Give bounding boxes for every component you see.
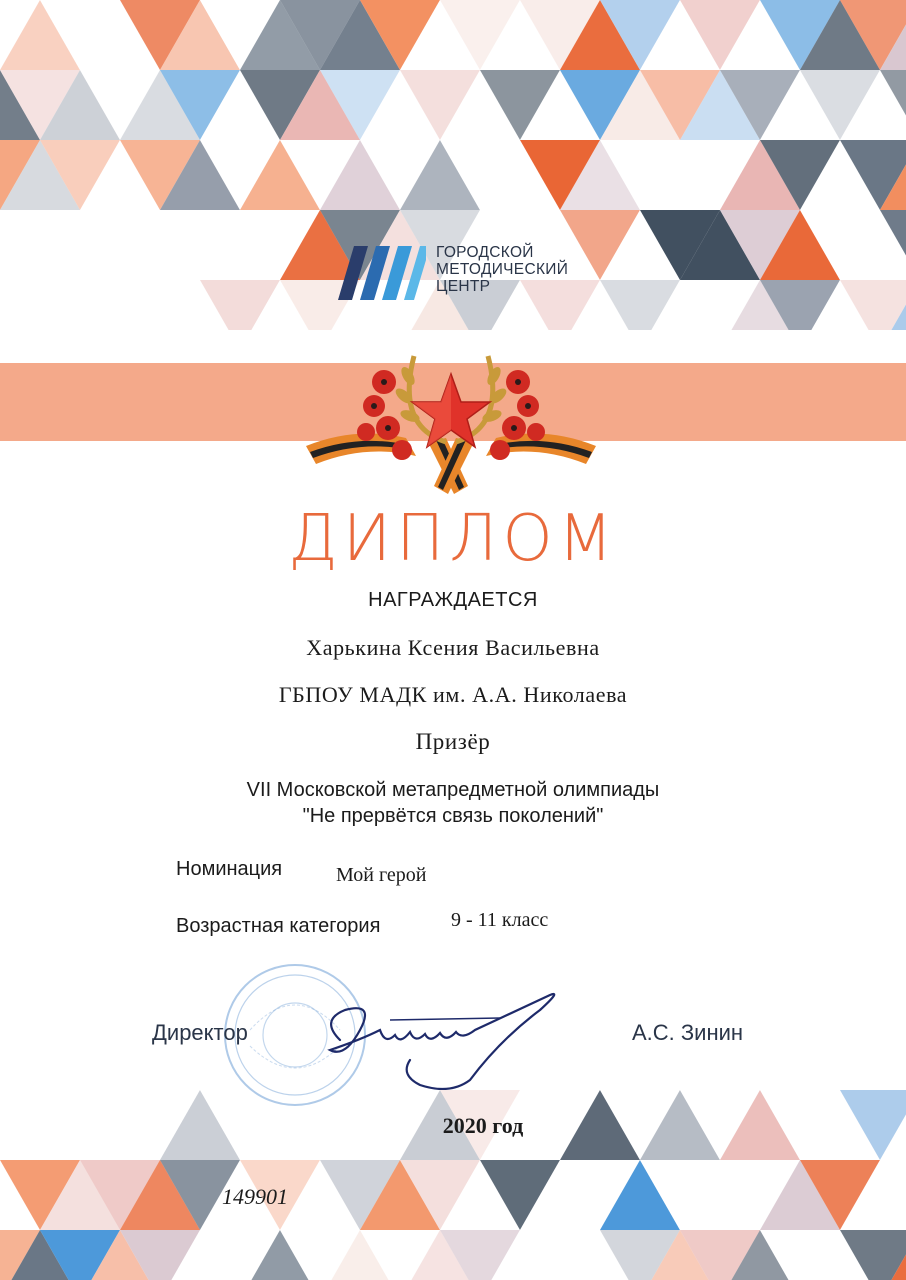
handwritten-signature-icon <box>300 980 570 1090</box>
logo <box>336 238 576 304</box>
logo-line-3: ЦЕНТР <box>436 278 491 295</box>
star-wreath-emblem-icon <box>296 346 606 506</box>
organization: ГБПОУ МАДК им. А.А. Николаева <box>278 682 628 707</box>
nomination-label: Номинация <box>176 858 283 880</box>
logo-line-2: МЕТОДИЧЕСКИЙ <box>436 261 569 278</box>
diploma-number: 149901 <box>222 1184 288 1209</box>
diploma-title: ДИПЛОМ <box>288 502 618 576</box>
place-result: Призёр <box>415 729 491 754</box>
ribbon-icon <box>306 434 596 495</box>
nomination-value: Мой герой <box>336 864 427 886</box>
age-category-label: Возрастная категория <box>176 915 381 937</box>
logo-text <box>436 244 568 295</box>
awarded-heading: НАГРАЖДАЕТСЯ <box>368 589 538 611</box>
signer-position: Директор <box>152 1020 248 1045</box>
recipient-name: Харькина Ксения Васильевна <box>306 635 600 660</box>
logo-mark-icon <box>336 238 426 302</box>
signer-name: А.С. Зинин <box>632 1020 744 1045</box>
age-category-value: 9 - 11 класс <box>451 909 549 931</box>
issue-year: 2020 год <box>442 1113 524 1138</box>
event-line-1: VII Московской метапредметной олимпиады <box>246 779 660 801</box>
logo-line-1: ГОРОДСКОЙ <box>436 244 534 261</box>
event-line-2: "Не прервётся связь поколений" <box>302 805 604 827</box>
